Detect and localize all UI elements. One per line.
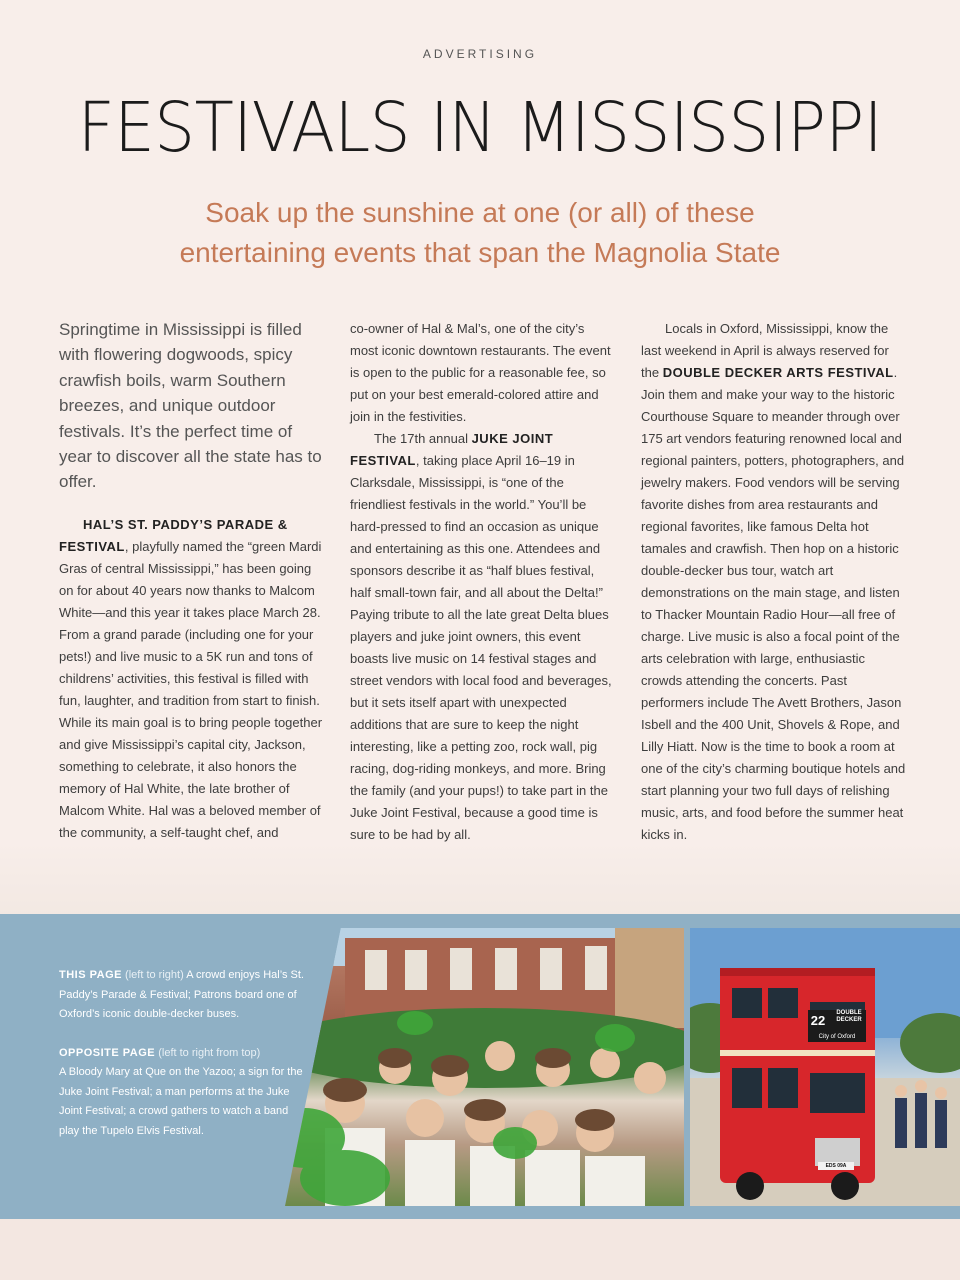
- bus-route-number: 22: [810, 1013, 826, 1028]
- this-page-caption-text: A crowd enjoys Hal’s St. Paddy’s Parade & Festival; Patrons board one of Oxford’s iconic double-decker buses.: [59, 969, 304, 1020]
- this-page-direction: (left to right): [125, 969, 184, 981]
- article-column-1: [59, 317, 324, 844]
- bus-destination-sign: [830, 1010, 868, 1024]
- article-column-3: [641, 318, 906, 846]
- page-background-fade: [0, 840, 960, 920]
- subtitle-line-2: entertaining events that span the Magnolia State: [179, 237, 781, 268]
- subtitle-line-1: Soak up the sunshine at one (or all) of these: [205, 197, 755, 228]
- page-title: FESTIVALS IN MISSISSIPPI: [77, 88, 883, 168]
- st-paddys-text: , playfully named the “green Mardi Gras of central Mississippi,” has been going on for about 40 years now thanks to Malcom White—and this year it takes place March 28. From a grand parade (including one for your pets!) and live music to a 5K run and tons of childrens’ activities, this festival is filled with fun, laughter, and tradition from start to finish. While its main goal is to bring people together and give Mississippi’s capital city, Jackson, something to celebrate, it also honors the memory of Hal White, the late brother of Malcom White. Hal was a beloved member of the community, a self-taught chef, and: [59, 538, 323, 840]
- page-subtitle: [80, 193, 880, 273]
- page-bottom-margin: [0, 1219, 960, 1280]
- article-column-2: [350, 318, 615, 846]
- double-decker-festival-name: DOUBLE DECKER ARTS FESTIVAL: [662, 365, 894, 380]
- opposite-page-label: OPPOSITE PAGE: [59, 1046, 156, 1059]
- juke-joint-lead: The 17th annual: [374, 431, 472, 446]
- st-paddys-paragraph: [59, 514, 324, 844]
- opposite-page-caption-text: A Bloody Mary at Que on the Yazoo; a sign for the Juke Joint Festival; a man performs at the Juke Joint Festival; a crowd gathers to watch a band play the Tupelo Elvis Festival.: [59, 1066, 303, 1137]
- opposite-page-direction: (left to right from top): [158, 1046, 261, 1059]
- juke-joint-festival-name: JUKE JOINT FESTIVAL: [350, 431, 554, 468]
- juke-joint-text: , taking place April 16–19 in Clarksdale, Mississippi, is “one of the friendliest festivals in the world.” You’ll be hard-pressed to find an occasion as unique and entertaining as this one. Attendees and sponsors describe it as “half blues festival, half small-town fair, and all about the Delta!” Paying tribute to all the late great Delta blues players and juke joint owners, this event boasts live music on 14 festival stages and street vendors with local food and beverages, but it sets itself apart with unexpected additions that are sure to keep the night interesting, like a petting zoo, rock wall, pig racing, dog-riding monkeys, and more. Bring the family (and your pups!) to take part in the Juke Joint Festival, because a good time is sure to be had by all.: [350, 453, 612, 842]
- double-decker-text: . Join them and make your way to the historic Courthouse Square to meander through over 175 art vendors featuring renowned local and regional painters, potters, photographers, and jewelry makers. Food vendors will be serving favorite dishes from area restaurants and regional favorites, like famous Delta hot tamales and crawfish. Then hop on a historic double-decker bus tour, watch art demonstrations on the main stage, and listen to Thacker Mountain Radio Hour—all free of charge. Live music is also a focal point of the arts celebration with large, enthusiastic crowds attending the concerts. Past performers include The Avett Brothers, Jason Isbell and the 400 Unit, Shovels & Rope, and Lilly Hiatt. Now is the time to book a room at one of the city’s charming boutique hotels and start planning your two full days of relishing music, arts, and food before the summer heat kicks in.: [641, 365, 906, 842]
- bus-sign-line-1: DOUBLE: [836, 1010, 862, 1016]
- st-paddys-festival-name: HAL’S ST. PADDY’S PARADE & FESTIVAL: [59, 516, 288, 554]
- bus-sign-city: City of Oxford: [808, 1032, 866, 1042]
- double-decker-bus-photo: [690, 928, 960, 1206]
- parade-crowd-photo: [285, 928, 684, 1206]
- bus-license-plate: EDS 09A: [825, 1163, 847, 1169]
- opposite-page-caption: [59, 1044, 309, 1142]
- this-page-caption: [59, 966, 309, 1025]
- intro-paragraph: Springtime in Mississippi is filled with flowering dogwoods, spicy crawfish boils, warm Southern breezes, and unique outdoor festivals. It’s the perfect time of year to discover all the state has to offer.: [59, 320, 322, 492]
- double-decker-paragraph: [641, 318, 906, 846]
- photo-captions: [59, 966, 309, 1160]
- double-decker-lead: Locals in Oxford, Mississippi, know the last weekend in April is always reserved for the: [641, 321, 889, 380]
- parade-crowd-illustration: [285, 928, 684, 1206]
- bus-sign-line-2: DECKER: [836, 1017, 862, 1023]
- this-page-label: THIS PAGE: [59, 969, 122, 981]
- juke-joint-paragraph: [350, 428, 615, 846]
- hal-and-mals-paragraph: co-owner of Hal & Mal’s, one of the city’s most iconic downtown restaurants. The event is open to the public for a reasonable fee, so put on your best emerald-colored attire and join in the festivities.: [350, 321, 611, 424]
- advertising-kicker: ADVERTISING: [422, 47, 538, 61]
